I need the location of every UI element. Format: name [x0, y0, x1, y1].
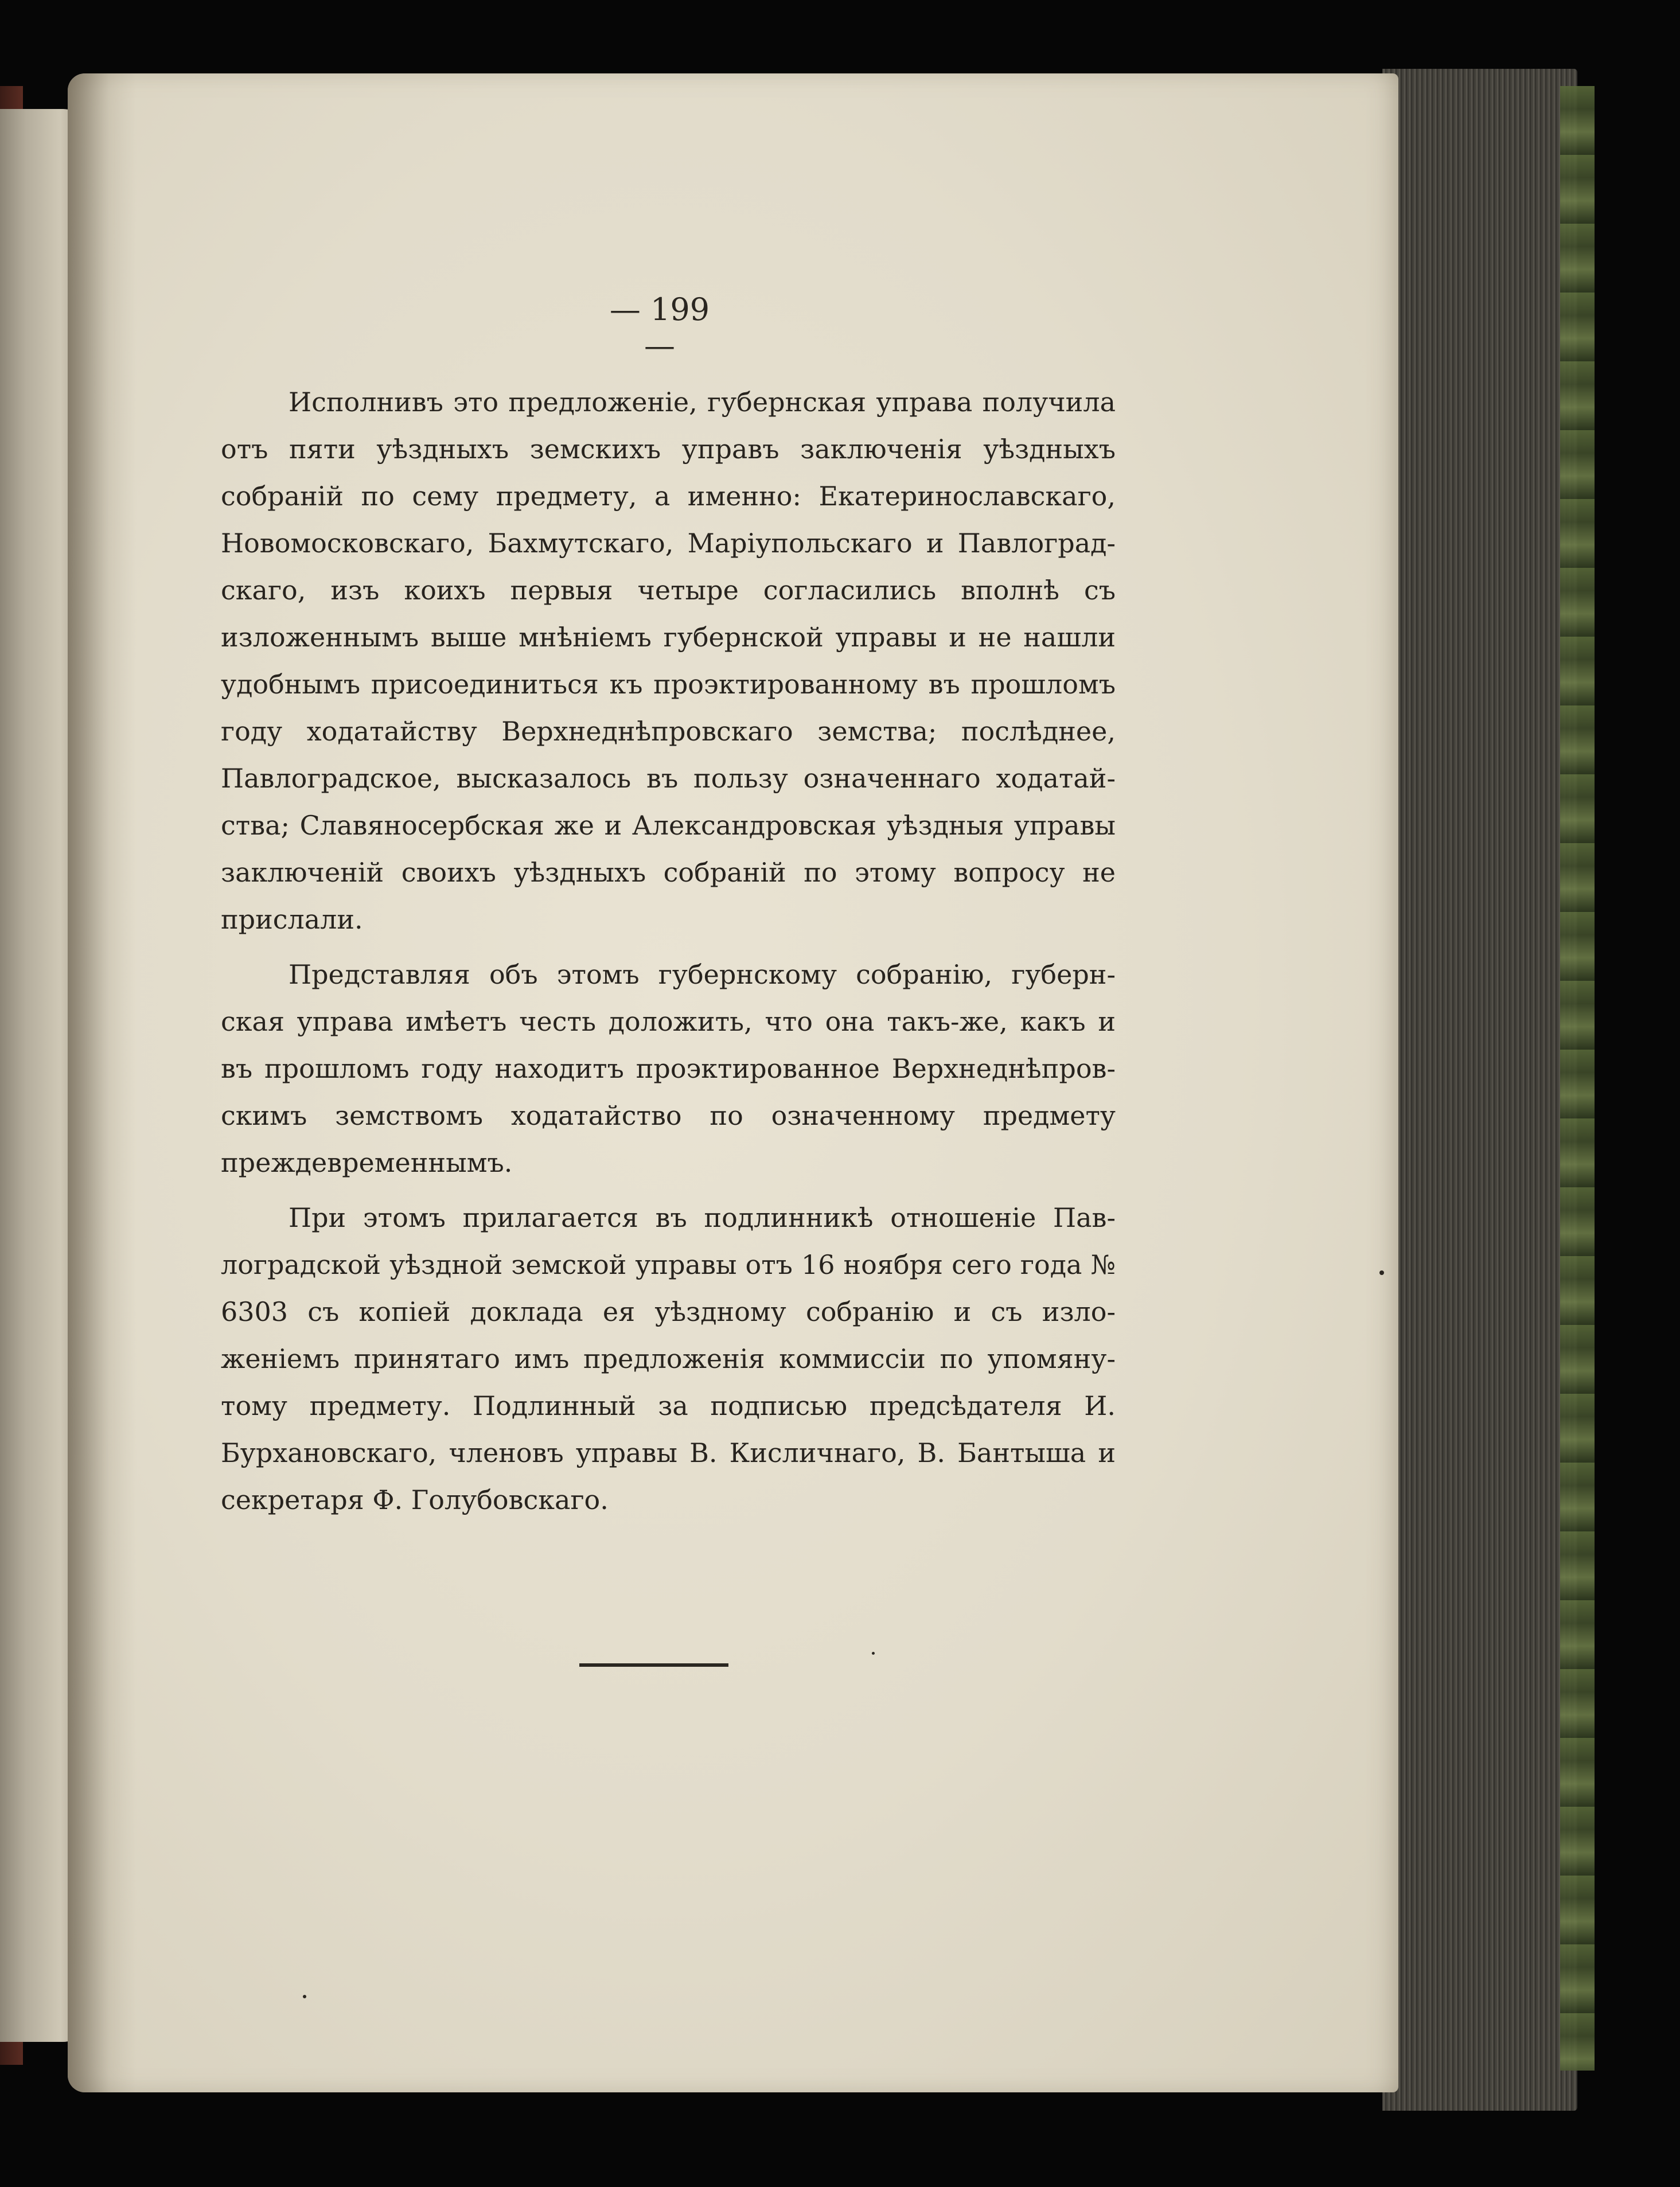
- paragraph-2: Представляя объ этомъ губернскому собранію, губернская управа имѣетъ честь доложить, что она такъ-же, какъ и въ прошломъ году находитъ проэктированное Верхнеднѣпровскимъ земствомъ ходатайство по означенному предмету преждевременнымъ.: [221, 959, 1116, 1178]
- paragraph-3: При этомъ прилагается въ подлинникѣ отношеніе Павлоградской уѣздной земской управы отъ 16 ноября сего года № 6303 съ копіей доклада ея уѣздному собранію и съ изложеніемъ принятаго имъ предложенія коммиссіи по упомянутому предмету. Подлинный за подписью предсѣдателя И. Бурхановскаго, членовъ управы В. Кисличнаго, В. Бантыша и секретаря Ф. Голубовскаго.: [221, 1202, 1116, 1515]
- paragraph-1: Исполнивъ это предложеніе, губернская управа получила отъ пяти уѣздныхъ земскихъ управъ заключенія уѣздныхъ собраній по сему предмету, а именно: Екатеринославскаго, Новомосковскаго, Бахмутскаго, Маріупольскаго и Павлоградскаго, изъ коихъ первыя четыре согласились вполнѣ съ изложеннымъ выше мнѣніемъ губернской управы и не нашли удобнымъ присоединиться къ проэктированному въ прошломъ году ходатайству Верхнеднѣпровскаго земства; послѣднее, Павлоградское, высказалось въ пользу означеннаго ходатайства; Славяносербская же и Александровская уѣздныя управы заключеній своихъ уѣздныхъ собраній по этому вопросу не прислали.: [221, 387, 1116, 935]
- paper-speck: [1379, 1270, 1384, 1275]
- closing-rule: [579, 1663, 728, 1667]
- paper-speck: [303, 1995, 306, 1998]
- page-gutter-shadow: [68, 73, 137, 2092]
- paper-speck: [872, 1652, 875, 1655]
- spine-cover-edge: [1560, 86, 1595, 2071]
- page-text: [221, 379, 1116, 1531]
- page-block-edge: [1382, 69, 1577, 2111]
- page-number: — 199 —: [609, 291, 710, 364]
